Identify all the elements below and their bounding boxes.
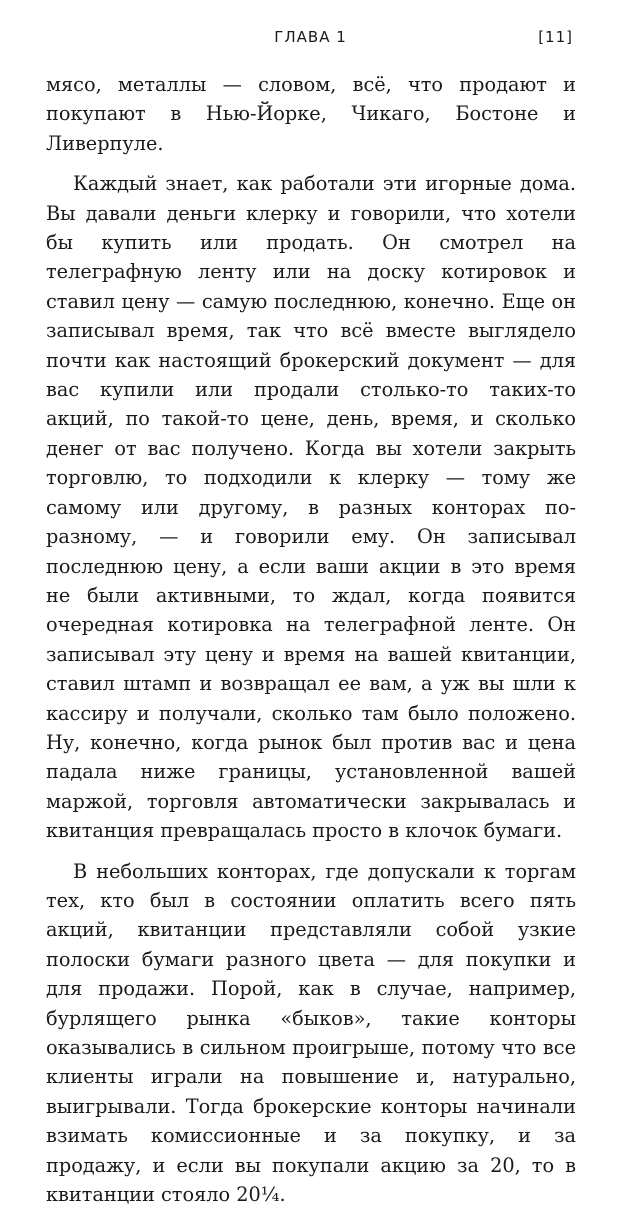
paragraph: В небольших конторах, где допускали к торгам тех, кто был в состоянии оплатить всего пять акций, квитанции представляли собой узкие полоски бумаги разного цвета — для покупки и для продажи. Порой, как в случае, например, бурлящего рынка «быков», такие конторы оказывались в сильном проигрыше, потому что все клиенты играли на повышение и, натурально, выигрывали. Тогда брокерские конторы начинали взимать комиссионные и за покупку, и за продажу, и если вы покупали акцию за 20, то в квитанции стояло 20¼. (46, 859, 576, 1207)
running-head (0, 22, 621, 46)
chapter-title: ГЛАВА 1 (274, 28, 347, 46)
paragraph: Каждый знает, как работали эти игорные дома. Вы давали деньги клерку и говорили, что хотели бы купить или продать. Он смотрел на телеграфную ленту или на доску котировок и ставил цену — самую последнюю, конечно. Еще он записывал время, так что всё вместе выглядело почти как настоящий брокерский документ — для вас купили или продали столько-то таких-то акций, по такой-то цене, день, время, и сколько денег от вас получено. Когда вы хотели закрыть торговлю, то подходили к клерку — тому же самому или другому, в разных конторах по-разному, — и говорили ему. Он записывал последнюю цену, а если ваши акции в это время не были активными, то ждал, когда появится очередная котировка на телеграфной ленте. Он записывал эту цену и время на вашей квитанции, ставил штамп и возвращал ее вам, а уж вы шли к кассиру и получали, сколько там было положено. Ну, конечно, когда рынок был против вас и цена падала ниже границы, установленной вашей маржой, торговля автоматически закрывалась и квитанция превращалась просто в клочок бумаги. (46, 172, 576, 843)
paragraph-continued: мясо, металлы — словом, всё, что продают и покупают в Нью-Йорке, Чикаго, Бостоне и Ливерпуле. (46, 73, 576, 155)
body-text (46, 70, 576, 1209)
page-number: [11] (538, 28, 573, 46)
